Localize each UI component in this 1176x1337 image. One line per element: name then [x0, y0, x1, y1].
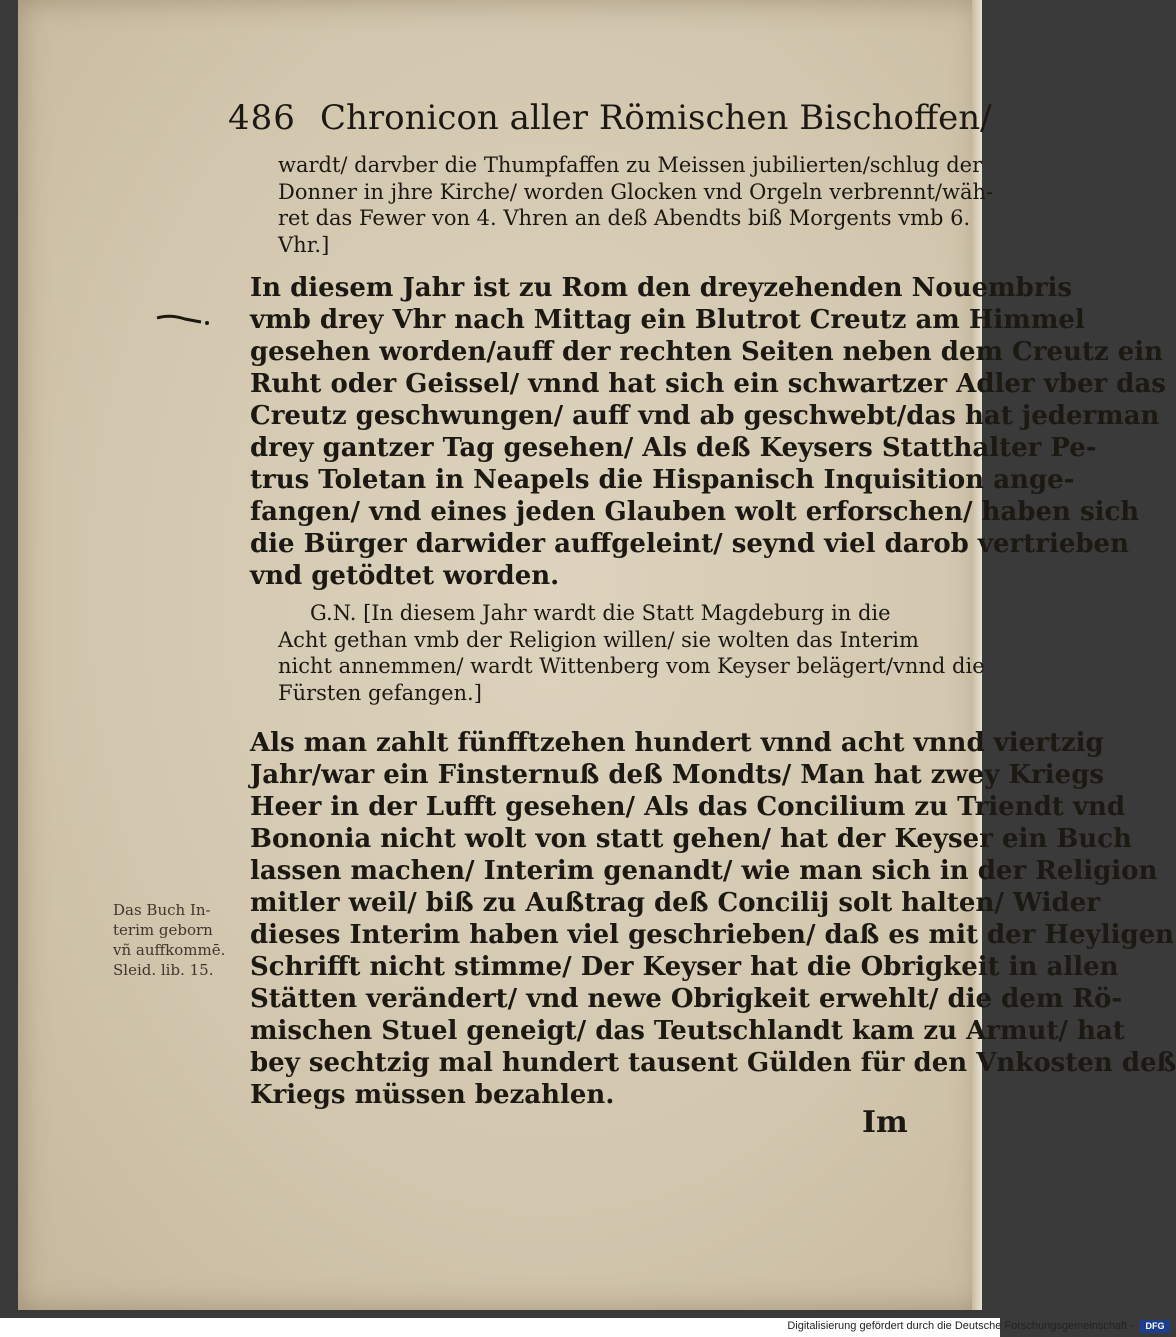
text-line: Schrifft nicht stimme/ Der Keyser hat die Obrigkeit in allen	[250, 952, 1119, 982]
text-line: vnd getödtet worden.	[250, 561, 560, 591]
text-line: Das Buch In-	[113, 901, 211, 919]
text-line: Creutz geschwungen/ auff vnd ab geschwebt/das hat jederman	[250, 401, 1160, 431]
text-line: trus Toletan in Neapels die Hispanisch Inquisition ange-	[250, 465, 1075, 495]
dfg-logo: DFG	[1140, 1320, 1170, 1333]
text-line: mischen Stuel geneigt/ das Teutschlandt kam zu Armut/ hat	[250, 1016, 1125, 1046]
text-line: wardt/ darvber die Thumpfaffen zu Meissen jubilierten/schlug der	[278, 153, 983, 177]
paragraph-2	[250, 727, 1176, 1111]
text-line: Acht gethan vmb der Religion willen/ sie wolten das Interim	[278, 627, 919, 652]
text-line: Kriegs müssen bezahlen.	[250, 1080, 615, 1110]
text-line: Stätten verändert/ vnd newe Obrigkeit erwehlt/ die dem Rö-	[250, 984, 1123, 1014]
text-line: Jahr/war ein Finsternuß deß Mondts/ Man hat zwey Kriegs	[250, 760, 1105, 790]
text-line: bey sechtzig mal hundert tausent Gülden für den Vnkosten deß	[250, 1048, 1176, 1078]
text-line: ret das Fewer von 4. Vhren an deß Abendts biß Morgents vmb 6.	[278, 206, 971, 230]
text-line: gesehen worden/auff der rechten Seiten neben dem Creutz ein	[250, 337, 1164, 367]
marginal-note	[113, 900, 225, 980]
text-line: vmb drey Vhr nach Mittag ein Blutrot Creutz am Himmel	[250, 305, 1085, 335]
page-number: 486	[228, 98, 296, 138]
note-gn	[278, 600, 985, 706]
catchword: Im	[862, 1105, 908, 1140]
text-line: Donner in jhre Kirche/ worden Glocken vnd Orgeln verbrennt/wäh-	[278, 179, 994, 204]
text-line: Fürsten gefangen.]	[278, 680, 482, 705]
text-line: G.N. [In diesem Jahr wardt die Statt Magdeburg in die	[310, 601, 891, 625]
text-line: Heer in der Lufft gesehen/ Als das Concilium zu Triendt vnd	[250, 792, 1126, 822]
running-title: Chronicon aller Römischen Bischoffen/	[320, 98, 992, 138]
manicule-icon	[155, 308, 215, 332]
text-line: Als man zahlt fünfftzehen hundert vnnd acht vnnd viertzig	[250, 728, 1104, 758]
text-line: terim geborn	[113, 921, 213, 939]
paragraph-1	[250, 272, 1166, 592]
text-line: In diesem Jahr ist zu Rom den dreyzehenden Nouembris	[250, 273, 1073, 303]
text-line: die Bürger darwider auffgeleint/ seynd viel darob vertrieben	[250, 529, 1129, 559]
text-line: mitler weil/ biß zu Außtrag deß Concilij solt halten/ Wider	[250, 888, 1100, 918]
text-line: Ruht oder Geissel/ vnnd hat sich ein schwartzer Adler vber das	[250, 369, 1166, 399]
text-line: fangen/ vnd eines jeden Glauben wolt erforschen/ haben sich	[250, 497, 1140, 527]
text-line: nicht annemmen/ wardt Wittenberg vom Keyser belägert/vnnd die	[278, 654, 985, 678]
text-line: vñ auffkommē.	[113, 941, 226, 959]
text-line: Sleid. lib. 15.	[113, 961, 214, 979]
text-block-continuation	[278, 152, 993, 258]
text-line: drey gantzer Tag gesehen/ Als deß Keysers Statthalter Pe-	[250, 433, 1097, 463]
funding-credit: Digitalisierung gefördert durch die Deutsche Forschungsgemeinschaft -	[787, 1320, 1134, 1332]
text-line: lassen machen/ Interim genandt/ wie man sich in der Religion	[250, 856, 1158, 886]
text-line: dieses Interim haben viel geschrieben/ daß es mit der Heyligen	[250, 920, 1175, 950]
text-line: Bononia nicht wolt von statt gehen/ hat der Keyser ein Buch	[250, 824, 1132, 854]
text-line: Vhr.]	[278, 232, 330, 257]
